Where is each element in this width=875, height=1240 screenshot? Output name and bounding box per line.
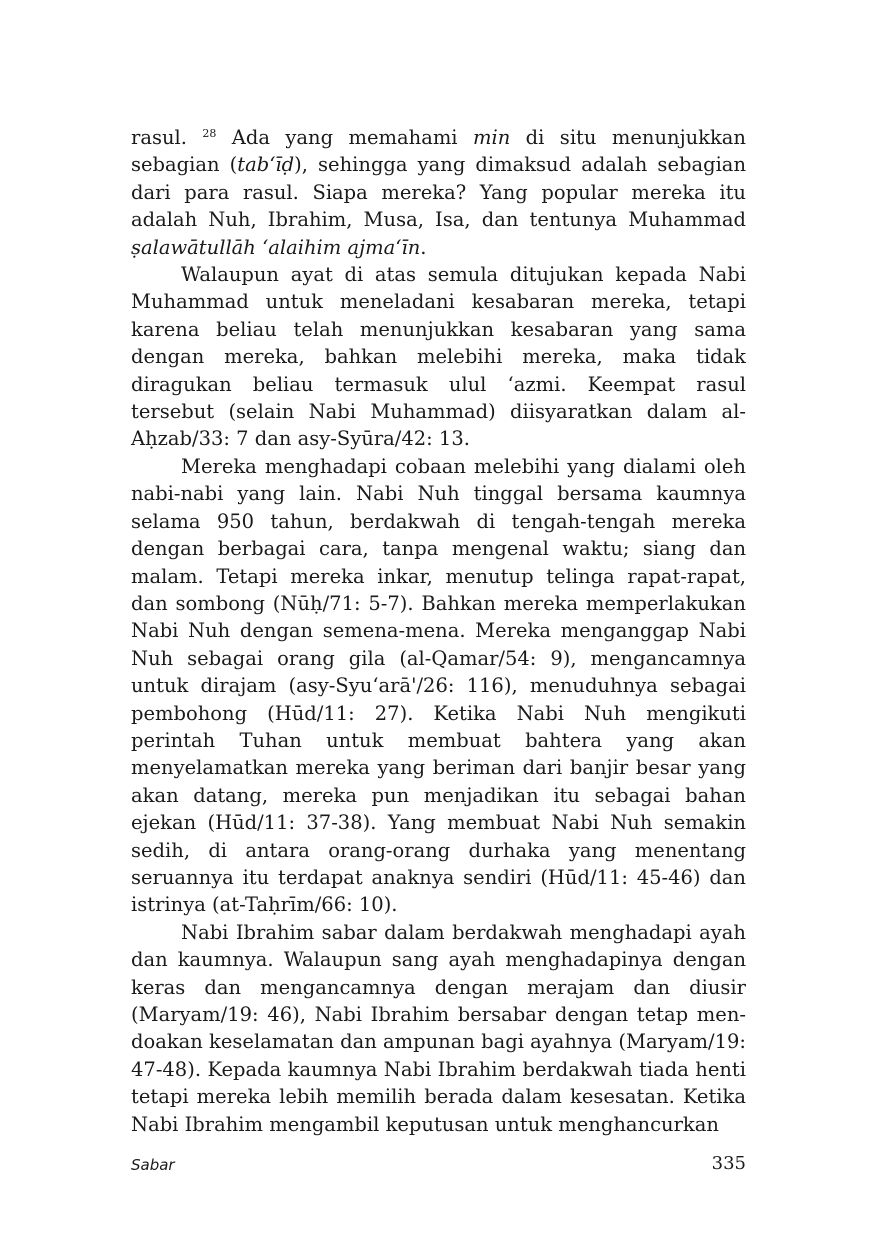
running-footer-title: Sabar	[131, 1156, 175, 1174]
paragraph-3: Mereka menghadapi cobaan melebihi yang dialami oleh nabi-nabi yang lain. Nabi Nuh tinggal bersama kaumnya selama 950 tahun, berdakwah di tengah-tengah mereka dengan berbagai cara, tanpa mengenal waktu; siang dan malam. Tetapi mereka inkar, menutup telinga rapat-rapat, dan sombong (Nūḥ/71: 5-7). Bahkan mereka memperlakukan Nabi Nuh dengan semena-mena. Mereka menganggap Nabi Nuh sebagai orang gila (al-Qamar/54: 9), mengancamnya untuk dirajam (asy-Syu‘arā'/26: 116), menuduhnya sebagai pembohong (Hūd/11: 27). Ketika Nabi Nuh mengikuti perintah Tuhan untuk membuat bahtera yang akan menyelamatkan mereka yang beriman dari banjir besar yang akan datang, mereka pun menjadikan itu sebagai bahan ejekan (Hūd/11: 37-38). Yang membuat Nabi Nuh semakin sedih, di antara orang-orang durhaka yang menentang seruannya itu terdapat anaknya sendiri (Hūd/11: 45-46) dan istrinya (at-Taḥrīm/66: 10).	[131, 454, 746, 917]
paragraph-4: Nabi Ibrahim sabar dalam berdakwah menghadapi ayah dan kaumnya. Walaupun sang ayah menghadapinya dengan keras dan mengancamnya dengan merajam dan diusir (Maryam/19: 46), Nabi Ibrahim bersabar dengan tetap men-doakan keselamatan dan ampunan bagi ayahnya (Maryam/19: 47-48). Kepada kaumnya Nabi Ibrahim berdakwah tiada henti tetapi mereka lebih memilih berada dalam kesesatan. Ketika Nabi Ibrahim mengambil keputusan untuk menghancurkan	[131, 920, 746, 1136]
text: Ada yang memahami	[216, 126, 473, 149]
term-min: min	[472, 126, 511, 149]
text: rasul.	[131, 126, 187, 149]
page-body	[131, 124, 746, 1138]
text: ), sehingga yang dimaksud adalah sebagian dari para rasul. Siapa mereka? Yang popular mereka itu adalah Nuh, Ibrahim, Musa, Isa, dan tentunya Muhammad	[131, 153, 746, 232]
footnote-ref[interactable]: 28	[202, 127, 217, 140]
paragraph-1	[131, 124, 746, 261]
text: di situ menunjukkan sebagian (	[131, 126, 746, 177]
term-salawat: ṣalawātullāh ‘alaihim ajma‘īn	[131, 235, 421, 259]
text: .	[420, 235, 427, 259]
paragraph-2: Walaupun ayat di atas semula ditujukan kepada Nabi Muhammad untuk meneladani kesabaran mereka, tetapi karena beliau telah menunjukkan kesabaran yang sama dengan mereka, bahkan melebihi mereka, maka tidak diragukan beliau termasuk ulul ‘azmi. Keempat rasul tersebut (selain Nabi Muhammad) diisyaratkan dalam al-Aḥzab/33: 7 dan asy-Syūra/42: 13.	[131, 263, 746, 451]
term-tabid: tab‘īḍ	[237, 153, 295, 177]
page-number: 335	[711, 1153, 746, 1174]
